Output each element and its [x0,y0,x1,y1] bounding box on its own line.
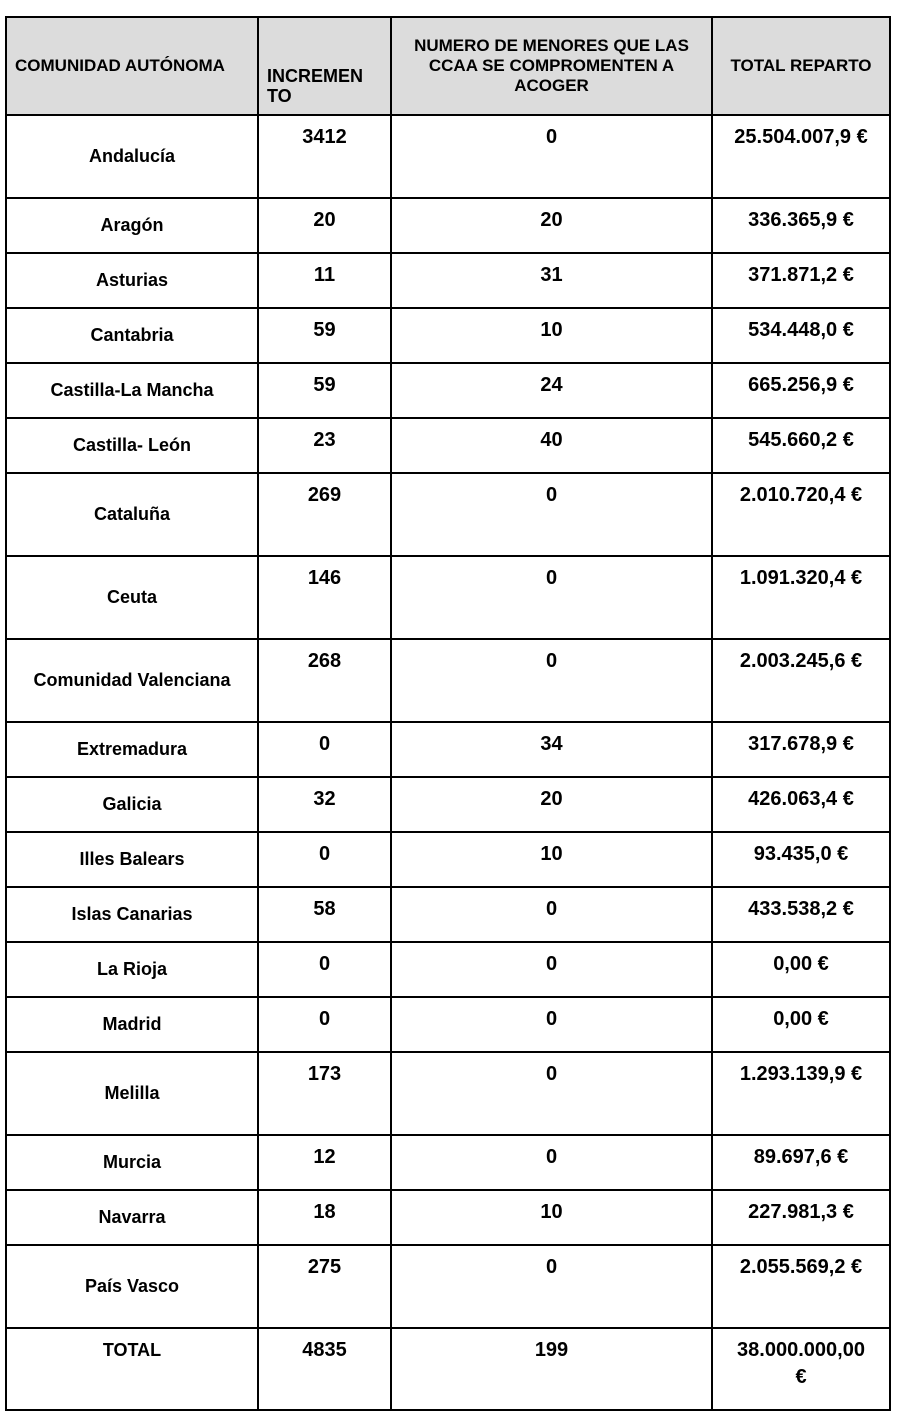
region-cell: Cataluña [6,473,258,556]
menores-cell: 31 [391,253,712,308]
total-reparto-cell: 1.091.320,4 € [712,556,890,639]
incremento-cell: 59 [258,363,391,418]
table-row [6,556,890,639]
menores-cell: 34 [391,722,712,777]
incremento-cell: 0 [258,832,391,887]
table-row [6,997,890,1052]
menores-cell: 20 [391,777,712,832]
incremento-cell: 173 [258,1052,391,1135]
total-reparto-cell: 0,00 € [712,942,890,997]
menores-cell: 10 [391,1190,712,1245]
region-cell: Murcia [6,1135,258,1190]
table-row [6,832,890,887]
total-reparto-cell: 371.871,2 € [712,253,890,308]
table-row [6,115,890,198]
menores-cell: 10 [391,832,712,887]
menores-cell: 0 [391,1245,712,1328]
table-row [6,1052,890,1135]
total-reparto-sum-cell: 38.000.000,00 € [712,1328,890,1410]
region-cell: Andalucía [6,115,258,198]
table-row [6,887,890,942]
table-row [6,1245,890,1328]
table-row [6,777,890,832]
menores-cell: 0 [391,1135,712,1190]
region-cell: Castilla-La Mancha [6,363,258,418]
table-row [6,1135,890,1190]
region-cell: Illes Balears [6,832,258,887]
region-cell: Castilla- León [6,418,258,473]
menores-cell: 24 [391,363,712,418]
table-row [6,722,890,777]
total-reparto-cell: 2.055.569,2 € [712,1245,890,1328]
distribution-table [5,16,891,1411]
incremento-cell: 12 [258,1135,391,1190]
header-row [6,17,890,115]
header-incremento: INCREMEN TO [258,17,391,115]
total-reparto-cell: 227.981,3 € [712,1190,890,1245]
incremento-cell: 0 [258,942,391,997]
region-cell: Comunidad Valenciana [6,639,258,722]
total-reparto-cell: 426.063,4 € [712,777,890,832]
region-cell: País Vasco [6,1245,258,1328]
total-reparto-cell: 25.504.007,9 € [712,115,890,198]
region-cell: Galicia [6,777,258,832]
menores-cell: 10 [391,308,712,363]
region-cell: Navarra [6,1190,258,1245]
total-reparto-cell: 89.697,6 € [712,1135,890,1190]
total-reparto-cell: 534.448,0 € [712,308,890,363]
incremento-cell: 269 [258,473,391,556]
region-cell: Asturias [6,253,258,308]
region-cell: Islas Canarias [6,887,258,942]
incremento-cell: 3412 [258,115,391,198]
table-row [6,253,890,308]
table-row [6,639,890,722]
total-incremento-cell: 4835 [258,1328,391,1410]
region-cell: Extremadura [6,722,258,777]
total-reparto-cell: 545.660,2 € [712,418,890,473]
region-cell: Ceuta [6,556,258,639]
table-row [6,198,890,253]
table-row [6,1190,890,1245]
menores-cell: 0 [391,556,712,639]
incremento-cell: 32 [258,777,391,832]
header-total-reparto: TOTAL REPARTO [712,17,890,115]
menores-cell: 20 [391,198,712,253]
header-numero-menores: NUMERO DE MENORES QUE LAS CCAA SE COMPROMENTEN A ACOGER [391,17,712,115]
table-row [6,363,890,418]
region-cell: Aragón [6,198,258,253]
incremento-cell: 58 [258,887,391,942]
menores-cell: 0 [391,887,712,942]
total-label-cell: TOTAL [6,1328,258,1410]
menores-cell: 0 [391,942,712,997]
menores-cell: 0 [391,115,712,198]
incremento-cell: 268 [258,639,391,722]
incremento-cell: 0 [258,997,391,1052]
menores-cell: 0 [391,997,712,1052]
total-reparto-cell: 433.538,2 € [712,887,890,942]
total-reparto-cell: 2.010.720,4 € [712,473,890,556]
region-cell: La Rioja [6,942,258,997]
incremento-cell: 275 [258,1245,391,1328]
incremento-cell: 146 [258,556,391,639]
table-row [6,473,890,556]
region-cell: Cantabria [6,308,258,363]
total-reparto-cell: 2.003.245,6 € [712,639,890,722]
header-comunidad-autonoma: COMUNIDAD AUTÓNOMA [6,17,258,115]
total-reparto-cell: 665.256,9 € [712,363,890,418]
table-row [6,308,890,363]
total-reparto-cell: 317.678,9 € [712,722,890,777]
total-menores-cell: 199 [391,1328,712,1410]
incremento-cell: 18 [258,1190,391,1245]
incremento-cell: 11 [258,253,391,308]
menores-cell: 0 [391,639,712,722]
incremento-cell: 20 [258,198,391,253]
region-cell: Madrid [6,997,258,1052]
total-reparto-cell: 93.435,0 € [712,832,890,887]
incremento-cell: 23 [258,418,391,473]
menores-cell: 0 [391,1052,712,1135]
menores-cell: 0 [391,473,712,556]
total-row [6,1328,890,1410]
region-cell: Melilla [6,1052,258,1135]
total-reparto-cell: 336.365,9 € [712,198,890,253]
incremento-cell: 0 [258,722,391,777]
table-row [6,942,890,997]
incremento-cell: 59 [258,308,391,363]
menores-cell: 40 [391,418,712,473]
table-row [6,418,890,473]
total-reparto-cell: 0,00 € [712,997,890,1052]
total-reparto-cell: 1.293.139,9 € [712,1052,890,1135]
